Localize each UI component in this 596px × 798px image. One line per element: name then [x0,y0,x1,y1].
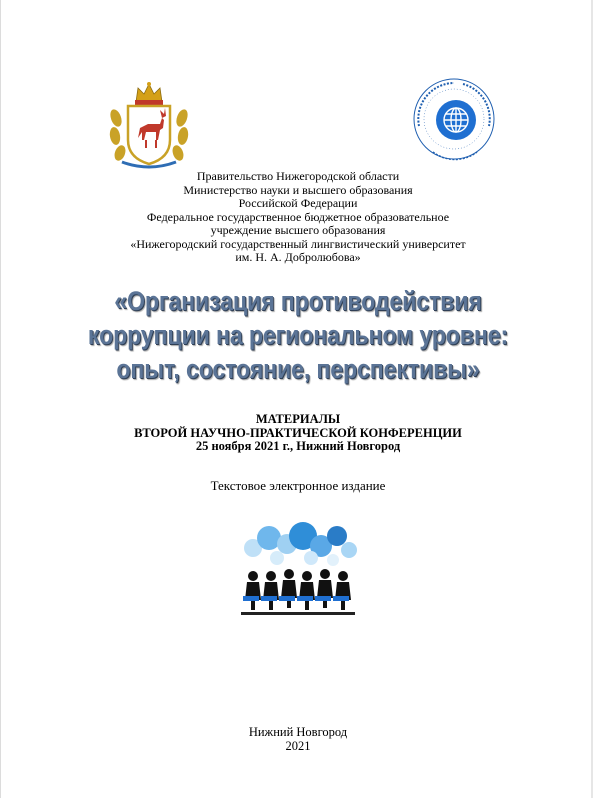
conference-title [76,284,520,386]
university-logo-icon [411,76,497,162]
materials-line-2: ВТОРОЙ НАУЧНО-ПРАКТИЧЕСКОЙ КОНФЕРЕНЦИИ [134,425,462,440]
gov-line-3: Российской Федерации [238,196,358,210]
region-coat-of-arms-icon [108,78,190,170]
page-edge-right [591,0,593,798]
gov-line-6: «Нижегородский государственный лингвистический университет [130,236,466,251]
title-line-1: «Организация противодействия [114,286,482,316]
materials-line-3: 25 ноября 2021 г., Нижний Новгород [195,439,401,453]
gov-line-7: им. Н. А. Добролюбова» [235,250,361,264]
government-header [40,170,556,265]
page-edge-left [0,0,1,798]
speech-bubbles-icon [244,522,357,566]
title-line-2: коррупции на региональном уровне: [87,320,509,350]
gov-line-1: Правительство Нижегородской области [196,169,400,183]
footer-city: Нижний Новгород [248,725,348,739]
title-line-3: опыт, состояние, перспективы» [116,354,480,384]
edition-type: Текстовое электронное издание [210,478,386,493]
audience-silhouettes-icon [245,569,351,610]
gov-line-5: учреждение высшего образования [210,223,386,237]
gov-line-2: Министерство науки и высшего образования [183,182,413,197]
conference-illustration [237,520,365,624]
materials-line-1: МАТЕРИАЛЫ [255,412,341,426]
gov-line-4: Федеральное государственное бюджетное образовательное [146,209,450,224]
footer-year: 2021 [285,739,311,753]
publication-footer [40,725,556,753]
materials-heading [40,413,556,454]
